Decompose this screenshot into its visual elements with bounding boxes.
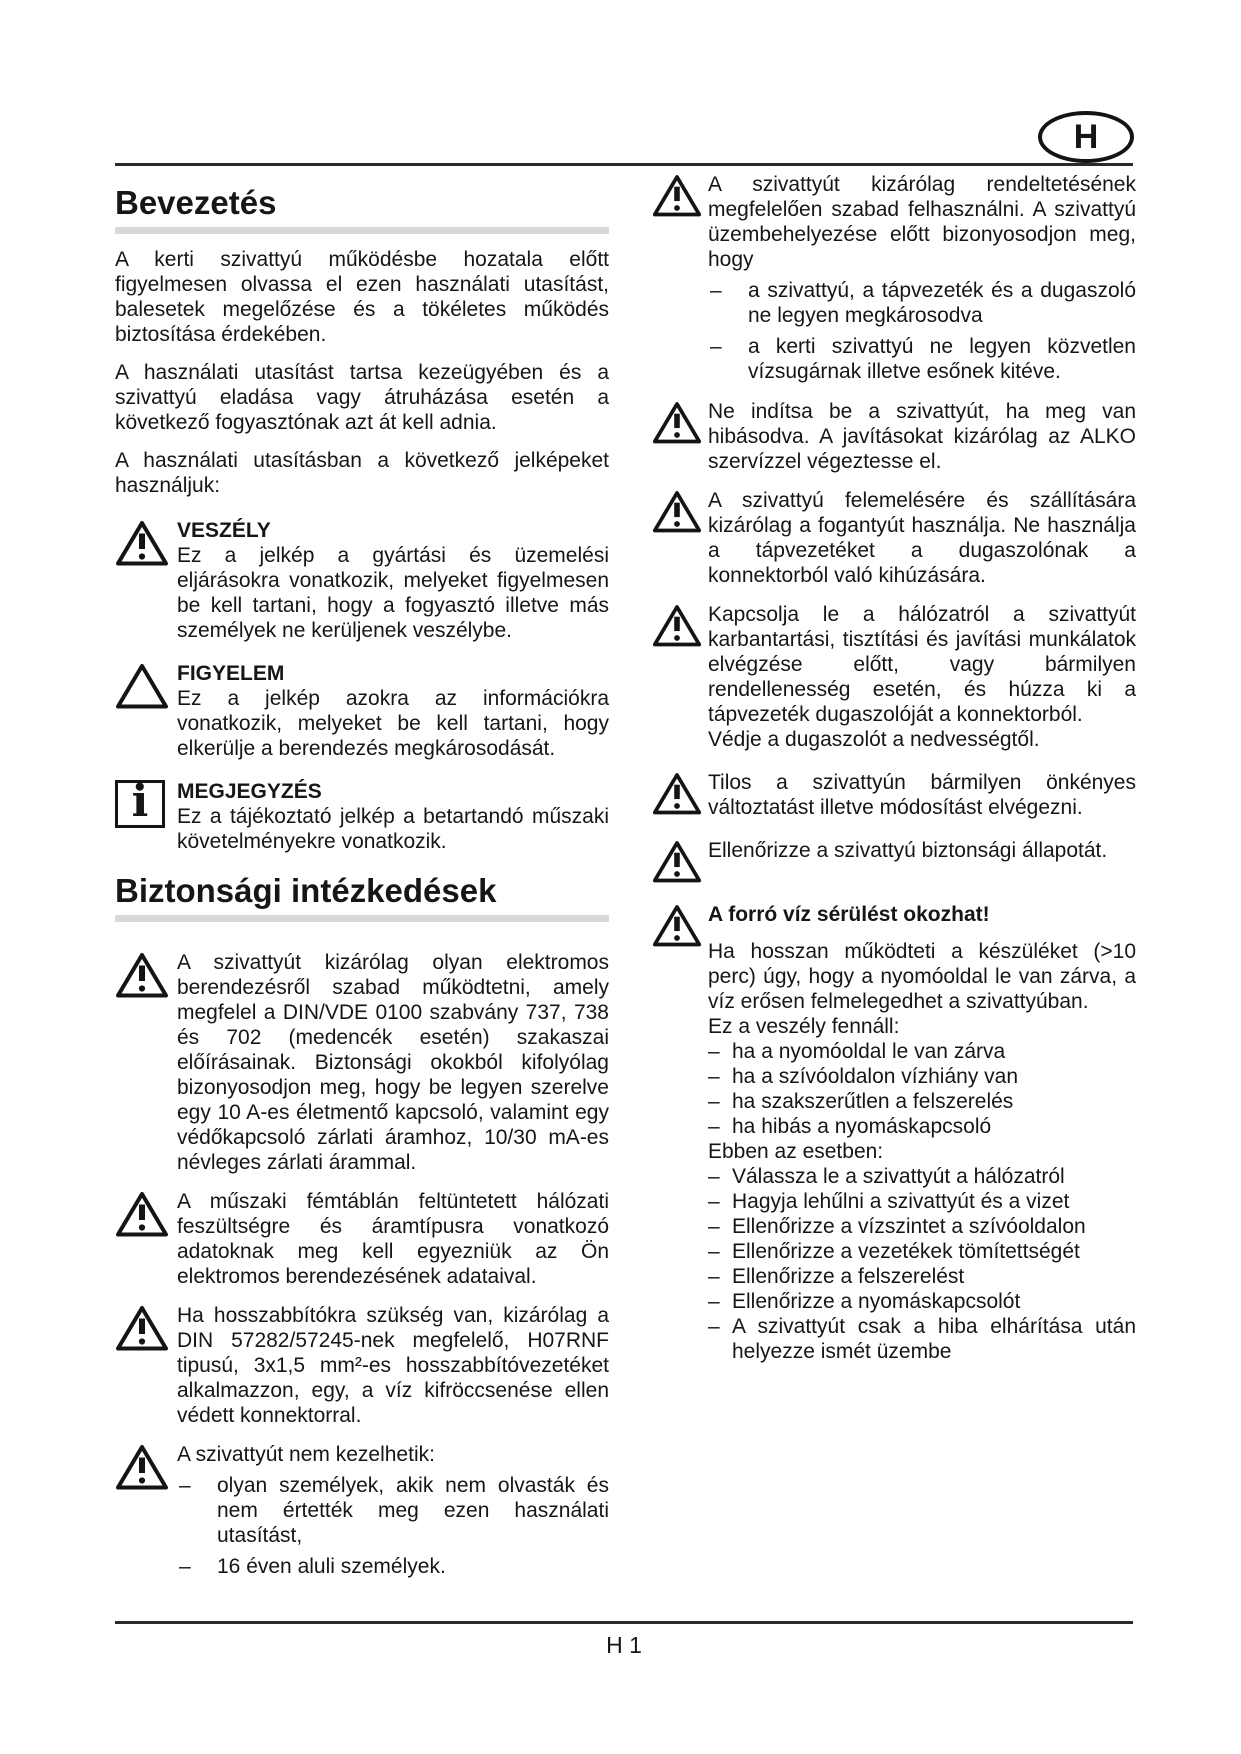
warning-triangle-exclamation-icon	[652, 488, 708, 588]
list-item: – a szivattyú, a tápvezeték és a dugaszoló ne legyen megkárosodva	[710, 279, 1136, 327]
warning-triangle-exclamation-icon	[652, 172, 708, 384]
list-item: – Ellenőrizze a nyomáskapcsolót	[708, 1290, 1021, 1313]
country-code: H	[1073, 118, 1099, 156]
case-action-list	[708, 1164, 1136, 1364]
list-item: – Ellenőrizze a vezetékek tömítettségét	[708, 1240, 1080, 1263]
warning-intro: A szivattyút kizárólag rendeltetésének megfelelően szabad felhasználni. A szivattyú üzembehelyezése előtt bizonyosodjon meg, hogy	[708, 173, 1136, 271]
danger-condition-list	[708, 1039, 1136, 1139]
dash-marker: –	[708, 1065, 720, 1088]
dash-marker: –	[708, 1090, 720, 1113]
safety-warning-1	[115, 950, 609, 1175]
heading-underline	[115, 227, 609, 234]
warning-text: A szivattyút kizárólag olyan elektromos berendezésről szabad működtetni, amely megfelel a DIN/VDE 0100 szabvány 737, 738 és 702 (medencék esetén) szakaszai előírásainak. Biztonsági okokból kifolyólag bizonyosodjon meg, hogy be legyen szerelve egy 10 A-es életmentő kapcsoló, valamint egy védőkapcsoló zárlati áramhoz, 10/30 mA-es névleges zárlati árammal.	[177, 951, 609, 1174]
symbol-block-danger	[115, 518, 609, 643]
list-item: – olyan személyek, akik nem olvasták és nem értették meg ezen használati utasítást,	[179, 1474, 609, 1547]
warning-text: Ne indítsa be a szivattyút, ha meg van hibásodva. A javításokat kizárólag az ALKO szervízzel végeztesse el.	[708, 400, 1136, 473]
warning-triangle-exclamation-icon	[115, 1189, 177, 1289]
warning-triangle-exclamation-icon	[652, 602, 708, 752]
case-list-intro: Ebben az esetben:	[708, 1140, 884, 1163]
warning-text: Tilos a szivattyún bármilyen önkényes változtatást illetve módosítást elvégezni.	[708, 771, 1136, 819]
dash-marker: –	[708, 1115, 720, 1138]
left-column	[115, 178, 609, 1579]
dash-marker: –	[710, 279, 722, 302]
safety-warning-4	[115, 1442, 609, 1579]
safety-warning-2	[115, 1189, 609, 1289]
dash-marker: –	[708, 1290, 720, 1313]
dash-marker: –	[179, 1474, 191, 1497]
warning-triangle-exclamation-icon	[652, 399, 708, 474]
dash-marker: –	[708, 1165, 720, 1188]
warning-triangle-exclamation-icon	[115, 1442, 177, 1579]
dash-marker: –	[710, 335, 722, 358]
list-item: – Ellenőrizze a vízszintet a szívóoldalon	[708, 1215, 1086, 1238]
danger-list-intro: Ez a veszély fennáll:	[708, 1015, 900, 1038]
check-list	[708, 278, 1136, 384]
warning-text: A műszaki fémtáblán feltüntetett hálózati feszültségre és áramtípusra vonatkozó adatoknak meg kell egyezniük az Ön elektromos berendezésének adataival.	[177, 1190, 609, 1288]
restriction-list	[177, 1473, 609, 1579]
list-item: – ha a nyomóoldal le van zárva	[708, 1040, 1006, 1063]
page-number: H 1	[606, 1632, 642, 1658]
symbol-title: FIGYELEM	[177, 662, 285, 685]
list-item: – Válassza le a szivattyút a hálózatról	[708, 1165, 1065, 1188]
dash-marker: –	[708, 1315, 720, 1338]
symbol-body: Ez a tájékoztató jelkép a betartandó műszaki követelményekre vonatkozik.	[177, 805, 609, 853]
warning-intro: A szivattyút nem kezelhetik:	[177, 1443, 435, 1466]
dash-marker: –	[708, 1240, 720, 1263]
symbol-block-attention	[115, 661, 609, 761]
safety-warning-hot-water	[652, 902, 1136, 1364]
safety-warning-modification	[652, 770, 1136, 820]
warning-text: Kapcsolja le a hálózatról a szivattyút karbantartási, tisztítási és javítási munkálatok elvégzése előtt, vagy bármilyen rendellenesség esetén, és húzza ki a tápvezeték dugaszolóját a konnektorból.	[708, 603, 1136, 726]
warning-triangle-exclamation-icon	[115, 518, 177, 643]
warning-text: Ellenőrizze a szivattyú biztonsági állapotát.	[708, 839, 1108, 862]
warning-triangle-exclamation-icon	[652, 902, 708, 1364]
intro-paragraph-2: A használati utasítást tartsa kezeügyében és a szivattyú eladása vagy átruházása esetén a következő fogyasztónak azt át kell adnia.	[115, 361, 609, 434]
warning-text: Védje a dugaszolót a nedvességtől.	[708, 728, 1040, 751]
intro-paragraph-1: A kerti szivattyú működésbe hozatala előtt figyelmesen olvassa el ezen használati utasítást, balesetek megelőzése és a tökéletes működés biztosítása érdekében.	[115, 248, 609, 346]
list-item: – A szivattyút csak a hiba elhárítása után helyezze ismét üzembe	[708, 1315, 1136, 1363]
safety-warning-check-condition	[652, 838, 1136, 884]
list-item: – ha hibás a nyomáskapcsoló	[708, 1115, 992, 1138]
list-item: – a kerti szivattyú ne legyen közvetlen vízsugárnak illetve esőnek kitéve.	[710, 335, 1136, 383]
safety-warning-disconnect	[652, 602, 1136, 752]
note-info-icon: i	[115, 779, 177, 854]
safety-warning-usage	[652, 172, 1136, 384]
top-rule	[115, 163, 1133, 166]
intro-paragraph-3: A használati utasításban a következő jelképeket használjuk:	[115, 449, 609, 497]
heading-underline	[115, 915, 609, 922]
warning-triangle-exclamation-icon	[115, 1303, 177, 1428]
dash-marker: –	[179, 1555, 191, 1578]
safety-warning-damaged	[652, 399, 1136, 474]
warning-text: Ha hosszabbítókra szükség van, kizárólag a DIN 57282/57245-nek megfelelő, H07RNF tipusú, 3x1,5 mm²-es hosszabbítóvezetéket alkalmazzon, egy, a víz kifröccsenése ellen védett konnektorral.	[177, 1304, 609, 1427]
hot-water-title: A forró víz sérülést okozhat!	[708, 903, 990, 926]
warning-text: A szivattyú felemelésére és szállítására kizárólag a fogantyút használja. Ne használja a tápvezetéket a dugaszolónak a konnektorból való kihúzására.	[708, 489, 1136, 587]
symbol-body: Ez a jelkép a gyártási és üzemelési eljárásokra vonatkozik, melyeket figyelmesen be kell tartani, hogy a fogyasztó illetve más személyek ne kerüljenek veszélybe.	[177, 544, 609, 642]
hot-water-text: Ha hosszan működteti a készüléket (>10 perc) úgy, hogy a nyomóoldal le van zárva, a víz erősen felmelegedhet a szivattyúban.	[708, 940, 1136, 1013]
symbol-title: VESZÉLY	[177, 519, 271, 542]
dash-marker: –	[708, 1215, 720, 1238]
safety-section-title: Biztonsági intézkedések	[115, 872, 497, 909]
list-item: – Ellenőrizze a felszerelést	[708, 1265, 965, 1288]
list-item: – 16 éven aluli személyek.	[179, 1555, 446, 1578]
dash-marker: –	[708, 1040, 720, 1063]
safety-warning-3	[115, 1303, 609, 1428]
list-item: – ha szakszerűtlen a felszerelés	[708, 1090, 1014, 1113]
warning-triangle-exclamation-icon	[652, 770, 708, 820]
symbol-title: MEGJEGYZÉS	[177, 780, 322, 803]
footer-rule	[115, 1621, 1133, 1624]
list-item: – ha a szívóoldalon vízhiány van	[708, 1065, 1019, 1088]
safety-warning-carrying	[652, 488, 1136, 588]
intro-title: Bevezetés	[115, 184, 277, 221]
symbol-body: Ez a jelkép azokra az információkra vonatkozik, melyeket be kell tartani, hogy elkerülje a berendezés megkárosodását.	[177, 687, 609, 760]
right-column	[652, 170, 1136, 1364]
warning-triangle-icon	[115, 661, 177, 761]
list-item: – Hagyja lehűlni a szivattyút és a vizet	[708, 1190, 1070, 1213]
warning-triangle-exclamation-icon	[652, 838, 708, 884]
symbol-block-note	[115, 776, 609, 854]
country-badge	[1038, 111, 1134, 163]
dash-marker: –	[708, 1265, 720, 1288]
warning-triangle-exclamation-icon	[115, 950, 177, 1175]
dash-marker: –	[708, 1190, 720, 1213]
